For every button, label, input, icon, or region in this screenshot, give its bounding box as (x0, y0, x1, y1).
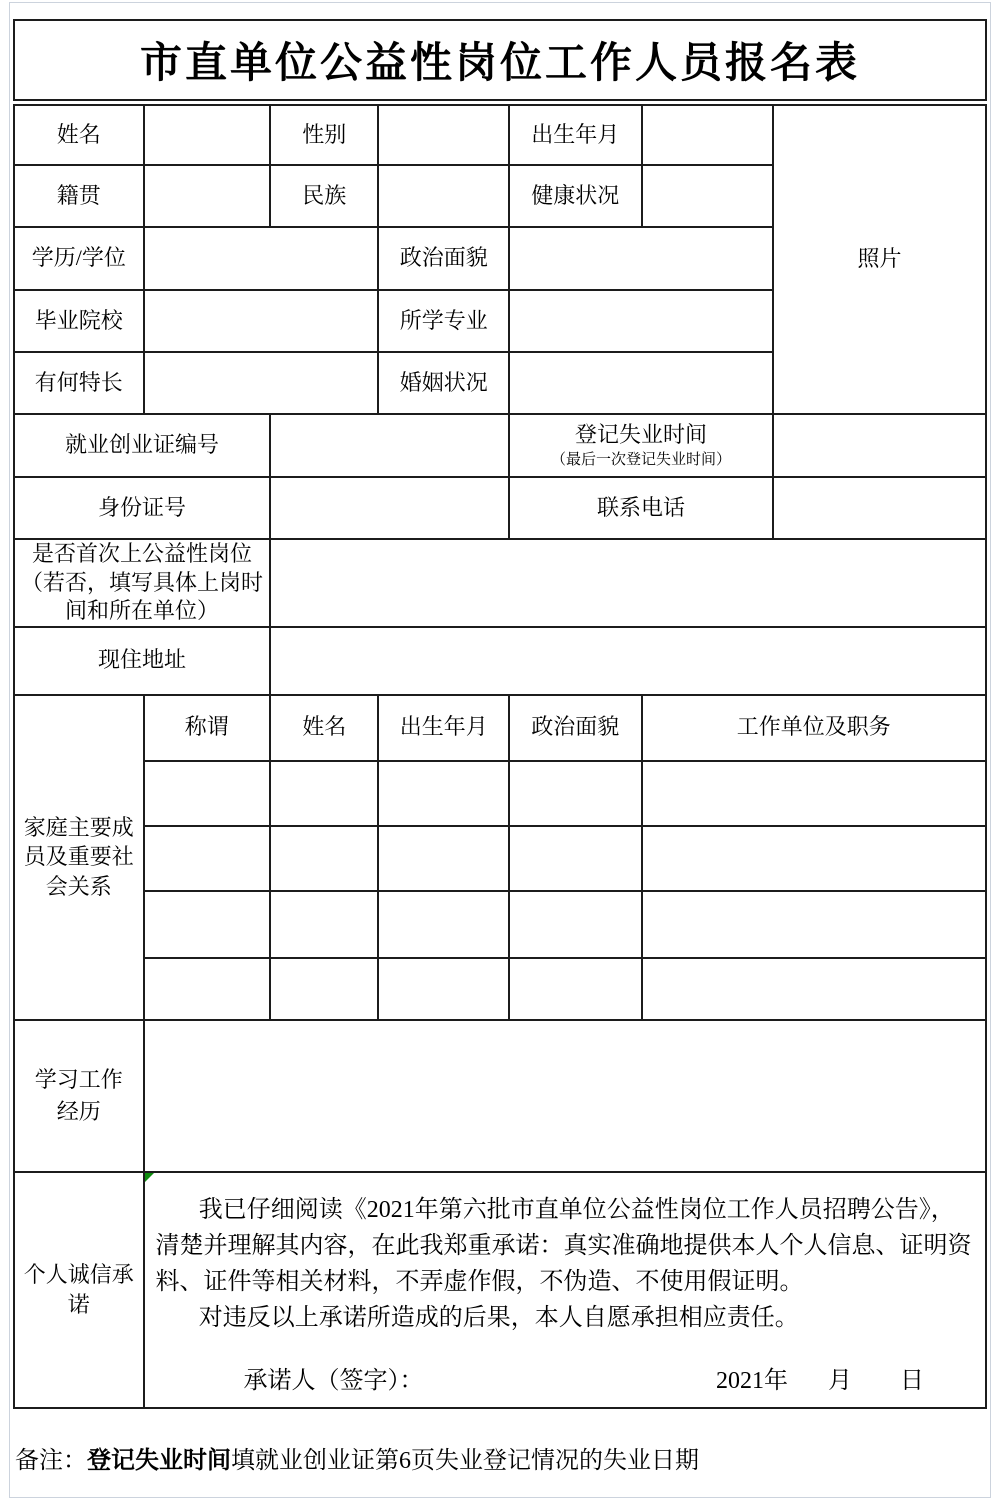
date-year-label: 2021年 (716, 1367, 788, 1394)
photo-area[interactable] (773, 105, 986, 414)
commitment-paragraph-1: 我已仔细阅读《2021年第六批市直单位公益性岗位工作人员招聘公告》，清楚并理解其内容，在此我郑重承诺：真实准确地提供本人个人信息、证明资料、证件等相关材料，不弄虚作假，不伪造、不使用假证明。 (155, 1196, 972, 1295)
unemploy-time-label (509, 414, 773, 477)
birth-input-cell[interactable] (642, 105, 774, 165)
unemploy-time-label-sub: （最后一次登记失业时间） (551, 451, 732, 468)
ethnicity-input-cell[interactable] (378, 165, 509, 227)
education-input-cell[interactable] (144, 227, 379, 290)
family-row (14, 761, 986, 826)
major-label: 所学专业 (378, 290, 509, 352)
unemploy-time-label-main: 登记失业时间 (575, 422, 708, 448)
gender-label: 性别 (270, 105, 378, 165)
cert-no-label: 就业创业证编号 (14, 414, 270, 477)
experience-input-cell[interactable] (144, 1020, 986, 1172)
native-place-input-cell[interactable] (144, 165, 271, 227)
family-relation-cell[interactable] (144, 958, 271, 1020)
political-input-cell[interactable] (509, 227, 773, 290)
footnote-bold-term: 登记失业时间 (87, 1448, 231, 1474)
family-political-cell[interactable] (509, 958, 642, 1020)
date-month-label: 月 (828, 1367, 852, 1394)
family-political-cell[interactable] (509, 891, 642, 958)
cell-error-indicator-triangle (145, 1173, 154, 1182)
family-header-workunit: 工作单位及职务 (642, 695, 986, 761)
family-workunit-cell[interactable] (642, 826, 986, 891)
commitment-text-block (149, 1183, 981, 1397)
family-name-cell[interactable] (270, 958, 378, 1020)
phone-input-cell[interactable] (773, 477, 986, 539)
family-workunit-cell[interactable] (642, 891, 986, 958)
family-header-relation: 称谓 (144, 695, 271, 761)
marital-input-cell[interactable] (509, 352, 773, 414)
commitment-paragraph-2: 对违反以上承诺所造成的后果，本人自愿承担相应责任。 (198, 1304, 799, 1331)
family-birth-cell[interactable] (378, 826, 509, 891)
school-label: 毕业院校 (14, 290, 144, 352)
family-name-cell[interactable] (270, 761, 378, 826)
family-header-name: 姓名 (270, 695, 378, 761)
family-row (14, 826, 986, 891)
experience-section-label: 学习工作经历 (14, 1020, 144, 1172)
date-line (716, 1366, 924, 1397)
family-name-cell[interactable] (270, 826, 378, 891)
family-relation-cell[interactable] (144, 891, 271, 958)
page-title: 市直单位公益性岗位工作人员报名表 (139, 41, 860, 87)
school-input-cell[interactable] (144, 290, 379, 352)
ethnicity-label: 民族 (270, 165, 378, 227)
phone-label: 联系电话 (509, 477, 773, 539)
footnote-prefix: 备注： (15, 1448, 87, 1474)
health-input-cell[interactable] (642, 165, 774, 227)
major-input-cell[interactable] (509, 290, 773, 352)
family-row (14, 958, 986, 1020)
family-header-birth: 出生年月 (378, 695, 509, 761)
footnote-band (9, 1422, 991, 1498)
date-day-label: 日 (900, 1367, 924, 1394)
form-title-box (13, 19, 987, 101)
political-label: 政治面貌 (378, 227, 509, 290)
address-label: 现住地址 (14, 627, 270, 695)
family-name-cell[interactable] (270, 891, 378, 958)
footnote-rest: 填就业创业证第6页失业登记情况的失业日期 (231, 1448, 699, 1474)
address-input-cell[interactable] (270, 627, 986, 695)
name-input-cell[interactable] (144, 105, 271, 165)
marital-label: 婚姻状况 (378, 352, 509, 414)
birth-label: 出生年月 (509, 105, 642, 165)
commitment-content-cell[interactable] (144, 1172, 986, 1408)
education-label: 学历/学位 (14, 227, 144, 290)
photo-label: 照片 (857, 246, 902, 272)
signature-row (156, 1366, 974, 1397)
unemploy-time-input-cell[interactable] (773, 414, 986, 477)
native-place-label: 籍贯 (14, 165, 144, 227)
health-label: 健康状况 (509, 165, 642, 227)
specialty-input-cell[interactable] (144, 352, 379, 414)
cert-no-input-cell[interactable] (270, 414, 509, 477)
application-form-table (13, 104, 987, 1409)
id-no-input-cell[interactable] (270, 477, 509, 539)
family-political-cell[interactable] (509, 826, 642, 891)
family-birth-cell[interactable] (378, 958, 509, 1020)
family-workunit-cell[interactable] (642, 958, 986, 1020)
family-header-political: 政治面貌 (509, 695, 642, 761)
signer-label: 承诺人（签字）： (243, 1367, 424, 1394)
family-relation-cell[interactable] (144, 761, 271, 826)
gender-input-cell[interactable] (378, 105, 509, 165)
family-row (14, 891, 986, 958)
family-birth-cell[interactable] (378, 761, 509, 826)
commitment-section-label: 个人诚信承诺 (14, 1172, 144, 1408)
family-political-cell[interactable] (509, 761, 642, 826)
first-time-label: 是否首次上公益性岗位（若否，填写具体上岗时间和所在单位） (14, 539, 270, 627)
specialty-label: 有何特长 (14, 352, 144, 414)
family-workunit-cell[interactable] (642, 761, 986, 826)
id-no-label: 身份证号 (14, 477, 270, 539)
name-label: 姓名 (14, 105, 144, 165)
first-time-input-cell[interactable] (270, 539, 986, 627)
family-birth-cell[interactable] (378, 891, 509, 958)
family-relation-cell[interactable] (144, 826, 271, 891)
family-section-label: 家庭主要成员及重要社会关系 (14, 695, 144, 1020)
